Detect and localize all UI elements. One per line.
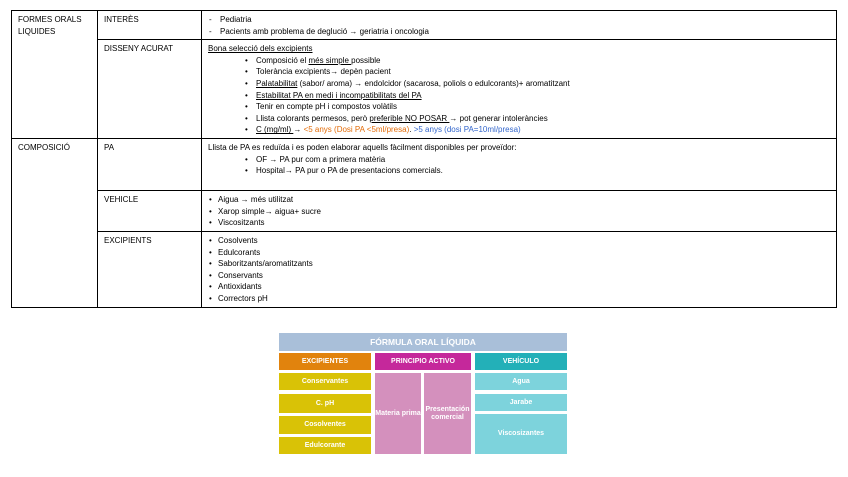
excipiente-item: C. pH <box>279 394 371 413</box>
formes-orals-table <box>11 10 837 308</box>
text: (sabor/ aroma) → endolcidor (sacarosa, poliols o edulcorants)+ aromatitzant <box>297 78 570 88</box>
list-item: • Antioxidants <box>208 281 831 293</box>
text: >5 anys (dosi PA=10ml/presa) <box>413 125 521 135</box>
text: → <box>293 125 304 135</box>
text: Palatabilitat <box>256 78 298 88</box>
list-item: • Tenir en compte pH i compostos volàtils <box>208 101 831 113</box>
row-label-composicio: COMPOSICIÓ <box>12 138 98 307</box>
table-row-pa <box>12 138 837 190</box>
table-row-vehicle <box>12 190 837 231</box>
excipients-list <box>208 235 831 305</box>
pa-list <box>208 154 831 177</box>
table-row-interes <box>12 11 837 40</box>
vehicle-content <box>202 190 837 231</box>
text: C (mg/ml) <box>256 125 294 135</box>
list-item: • Cosolvents <box>208 235 831 247</box>
list-item: - Pediatria <box>208 14 831 26</box>
disseny-content <box>202 40 837 139</box>
vehiculo-item: Agua <box>475 373 567 390</box>
excipientes-header: EXCIPIENTES <box>279 353 371 370</box>
list-item: • Correctors pH <box>208 293 831 305</box>
list-item: • Conservants <box>208 270 831 282</box>
principio-activo-item: Presentación comercial <box>424 373 471 454</box>
text: → pot generar intoleràncies <box>449 113 548 123</box>
text: . <box>409 125 414 135</box>
subrow-label-pa: PA <box>98 138 202 190</box>
subrow-label-interes: INTERÈS <box>98 11 202 40</box>
principio-activo-item: Materia prima <box>375 373 421 454</box>
disseny-list <box>208 55 831 136</box>
text: preferible NO POSAR <box>369 113 450 123</box>
interes-list <box>208 14 831 37</box>
disseny-heading: Bona selecció dels excipients <box>208 44 313 54</box>
text: <5 anys (Dosi PA <5ml/presa) <box>303 125 410 135</box>
table-row-disseny <box>12 40 837 139</box>
list-item: • Xarop simple→ aigua+ sucre <box>208 206 831 218</box>
excipiente-item: Edulcorante <box>279 437 371 454</box>
excipiente-item: Conservantes <box>279 373 371 390</box>
row-label-formes-orals: FORMES ORALS LIQUIDES <box>12 11 98 139</box>
text: Composició el <box>256 55 309 65</box>
list-item <box>208 124 831 136</box>
vehiculo-item: Viscosizantes <box>475 414 567 454</box>
pa-content <box>202 138 837 190</box>
pa-intro: Llista de PA es reduïda i es poden elaborar aquells fàcilment disponibles per proveïdor: <box>208 142 517 152</box>
list-item: • Hospital→ PA pur o PA de presentacions comercials. <box>208 165 831 177</box>
diagram-title: FÓRMULA ORAL LÍQUIDA <box>279 333 567 351</box>
list-item: • Edulcorants <box>208 247 831 259</box>
text: més simple <box>308 55 352 65</box>
list-item: • Tolerància excipients→ depèn pacient <box>208 66 831 78</box>
list-item: • OF → PA pur com a primera matèria <box>208 154 831 166</box>
interes-content <box>202 11 837 40</box>
excipients-content <box>202 231 837 307</box>
text: possible <box>351 55 381 65</box>
list-item: - Pacients amb problema de deglució → geriatria i oncologia <box>208 26 831 38</box>
text: Llista colorants permesos, però <box>256 113 370 123</box>
list-item: • Viscositzants <box>208 217 831 229</box>
principio-activo-header: PRINCIPIO ACTIVO <box>375 353 471 370</box>
vehicle-list <box>208 194 831 229</box>
table-row-excipients <box>12 231 837 307</box>
subrow-label-vehicle: VEHICLE <box>98 190 202 231</box>
vehiculo-item: Jarabe <box>475 394 567 411</box>
list-item <box>208 78 831 90</box>
list-item <box>208 55 831 67</box>
excipiente-item: Cosolventes <box>279 416 371 434</box>
subrow-label-excipients: EXCIPIENTS <box>98 231 202 307</box>
subrow-label-disseny: DISSENY ACURAT <box>98 40 202 139</box>
list-item: • Aigua → més utilitzat <box>208 194 831 206</box>
list-item: • Estabilitat PA en medi i incompatibilitats del PA <box>208 90 831 102</box>
formula-oral-liquida-diagram <box>279 333 567 454</box>
list-item <box>208 113 831 125</box>
vehiculo-header: VEHÍCULO <box>475 353 567 370</box>
list-item: • Saboritzants/aromatitzants <box>208 258 831 270</box>
